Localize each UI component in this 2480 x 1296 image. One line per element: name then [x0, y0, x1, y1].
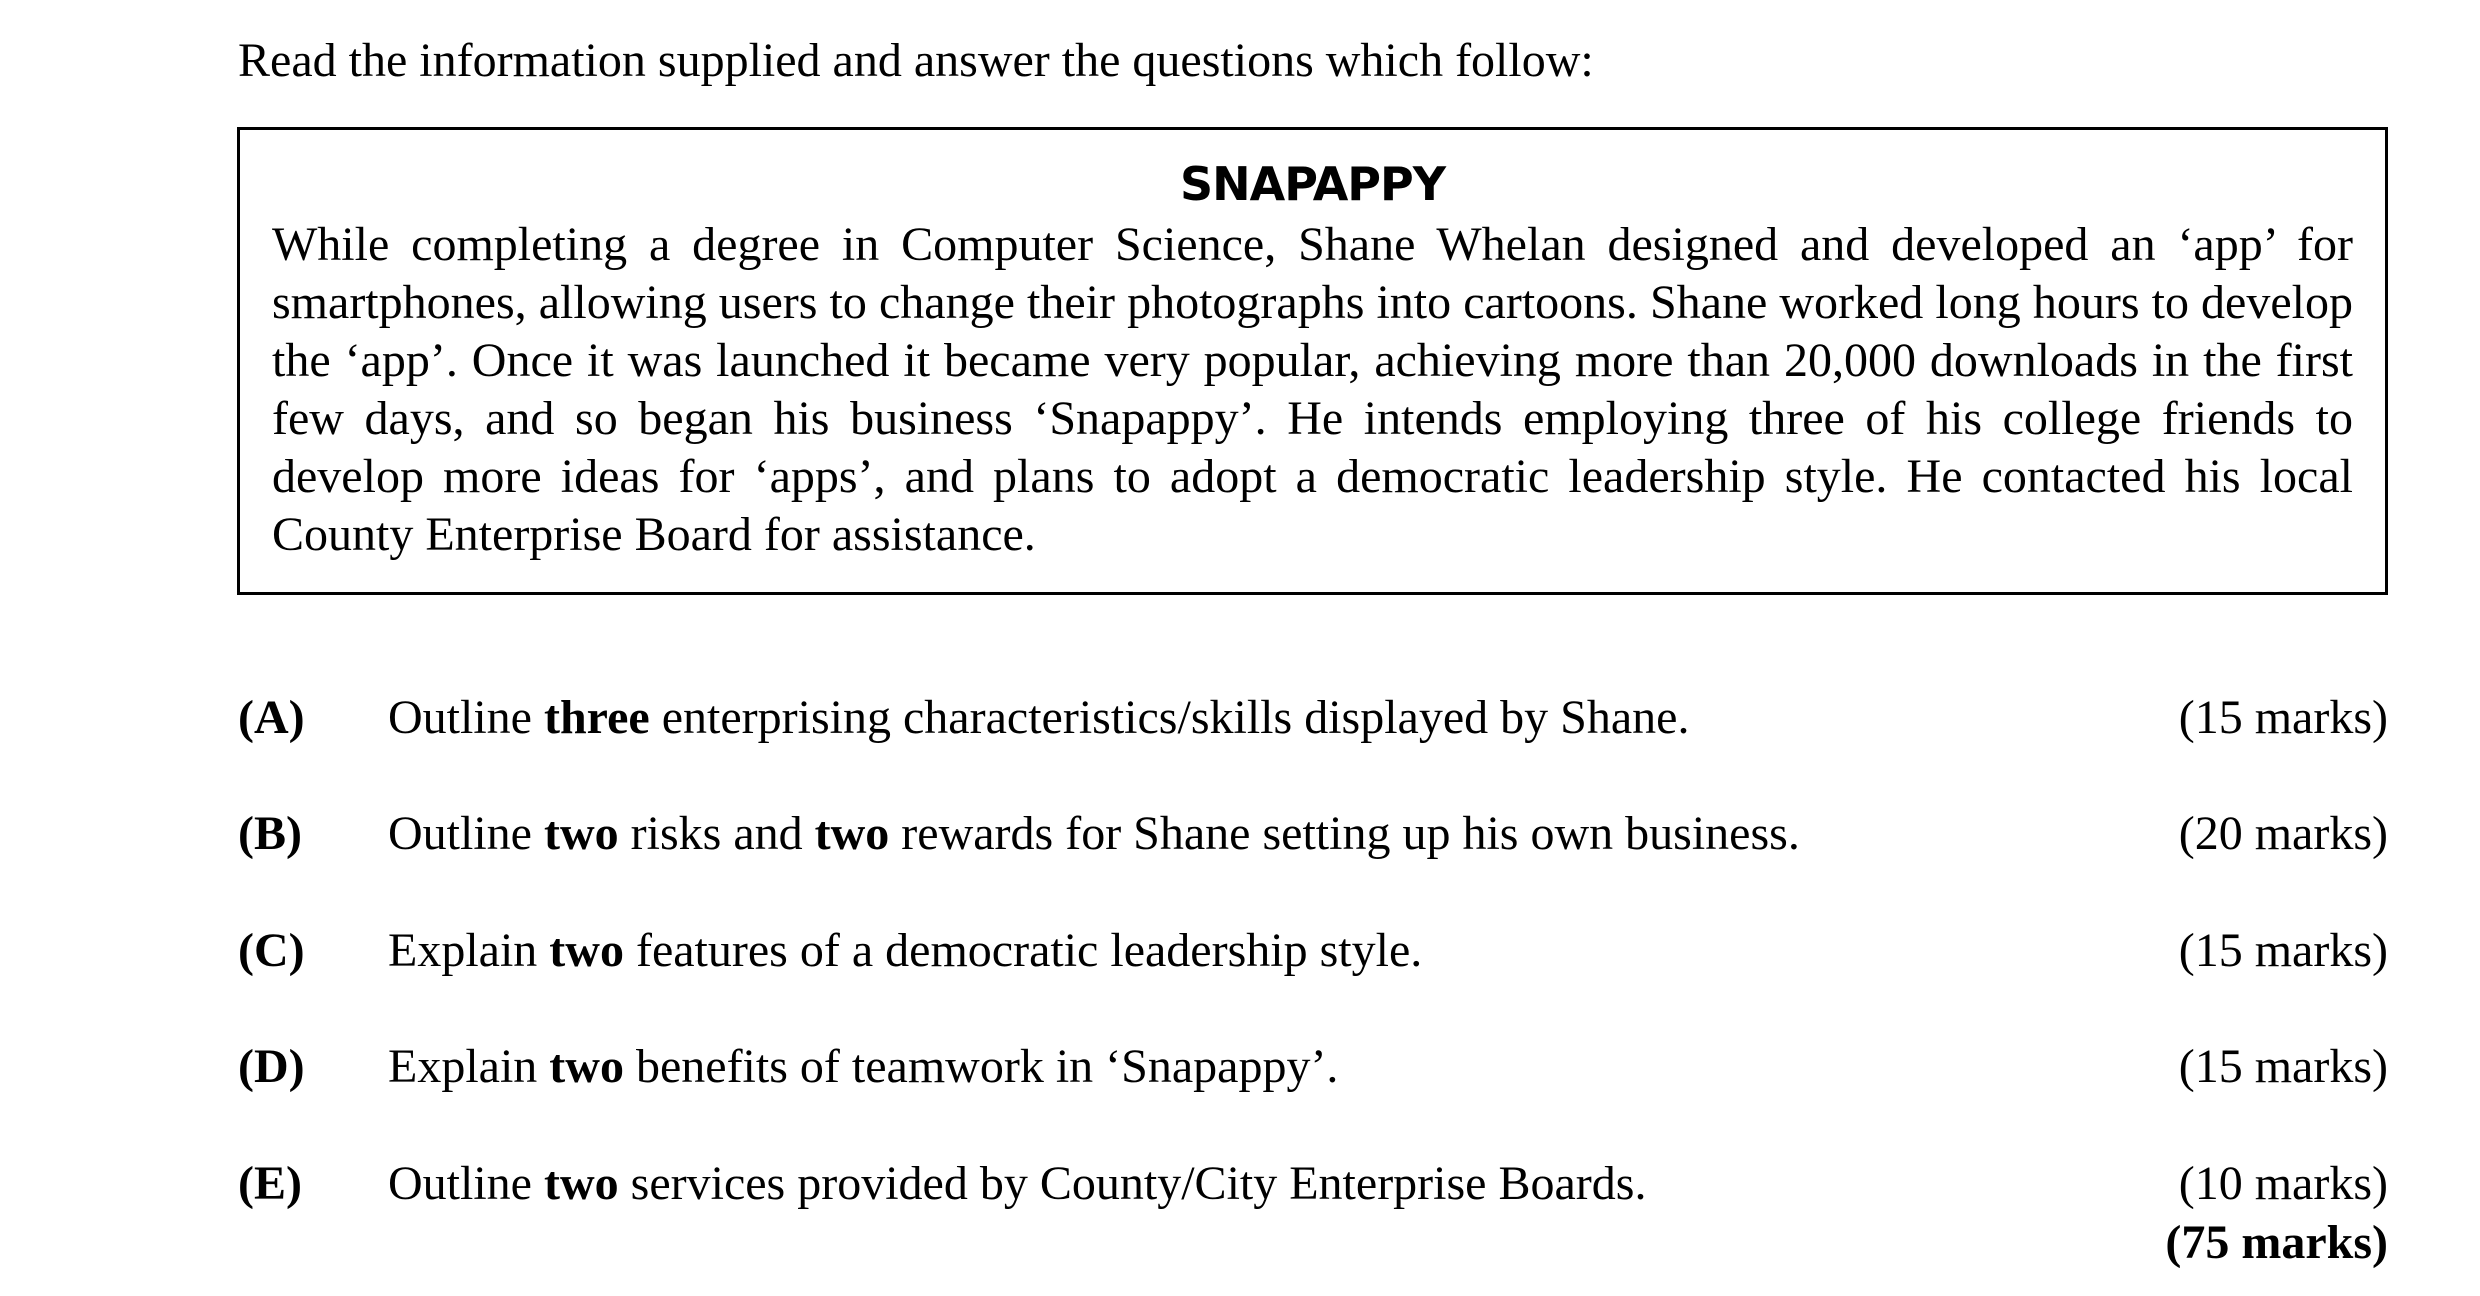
question-text: Outline three enterprising characteristics/skills displayed by Shane.	[388, 691, 1690, 744]
question-text: Explain two features of a democratic leadership style.	[388, 924, 1423, 977]
question-d	[238, 1032, 2388, 1102]
question-label: (D)	[238, 1040, 305, 1093]
question-label: (B)	[238, 807, 302, 860]
question-a	[238, 683, 2388, 753]
question-marks: (15 marks)	[2178, 924, 2388, 977]
total-marks: (75 marks)	[2165, 1216, 2388, 1269]
question-b	[238, 799, 2388, 869]
case-study-box	[237, 127, 2388, 595]
question-text: Explain two benefits of teamwork in ‘Snapappy’.	[388, 1040, 1339, 1093]
question-e	[238, 1149, 2388, 1219]
question-label: (E)	[238, 1157, 302, 1210]
question-label: (A)	[238, 691, 305, 744]
question-marks: (15 marks)	[2178, 691, 2388, 744]
question-label: (C)	[238, 924, 305, 977]
instruction-text: Read the information supplied and answer the questions which follow:	[238, 34, 1594, 87]
question-text: Outline two services provided by County/City Enterprise Boards.	[388, 1157, 1647, 1210]
question-text: Outline two risks and two rewards for Shane setting up his own business.	[388, 807, 1800, 860]
question-marks: (20 marks)	[2178, 807, 2388, 860]
case-study-text: While completing a degree in Computer Science, Shane Whelan designed and developed an ‘app’ for smartphones, allowing users to change their photographs into cartoons. Shane worked long hours to develop the ‘app’. Once it was launched it became very popular, achieving more than 20,000 downloads in the first few days, and so began his business ‘Snapappy’. He intends employing three of his college friends to develop more ideas for ‘apps’, and plans to adopt a democratic leadership style. He contacted his local County Enterprise Board for assistance.	[272, 218, 2353, 561]
question-c	[238, 916, 2388, 986]
question-marks: (15 marks)	[2178, 1040, 2388, 1093]
question-marks: (10 marks)	[2178, 1157, 2388, 1210]
case-study-title: SNAPAPPY	[1179, 157, 1446, 211]
